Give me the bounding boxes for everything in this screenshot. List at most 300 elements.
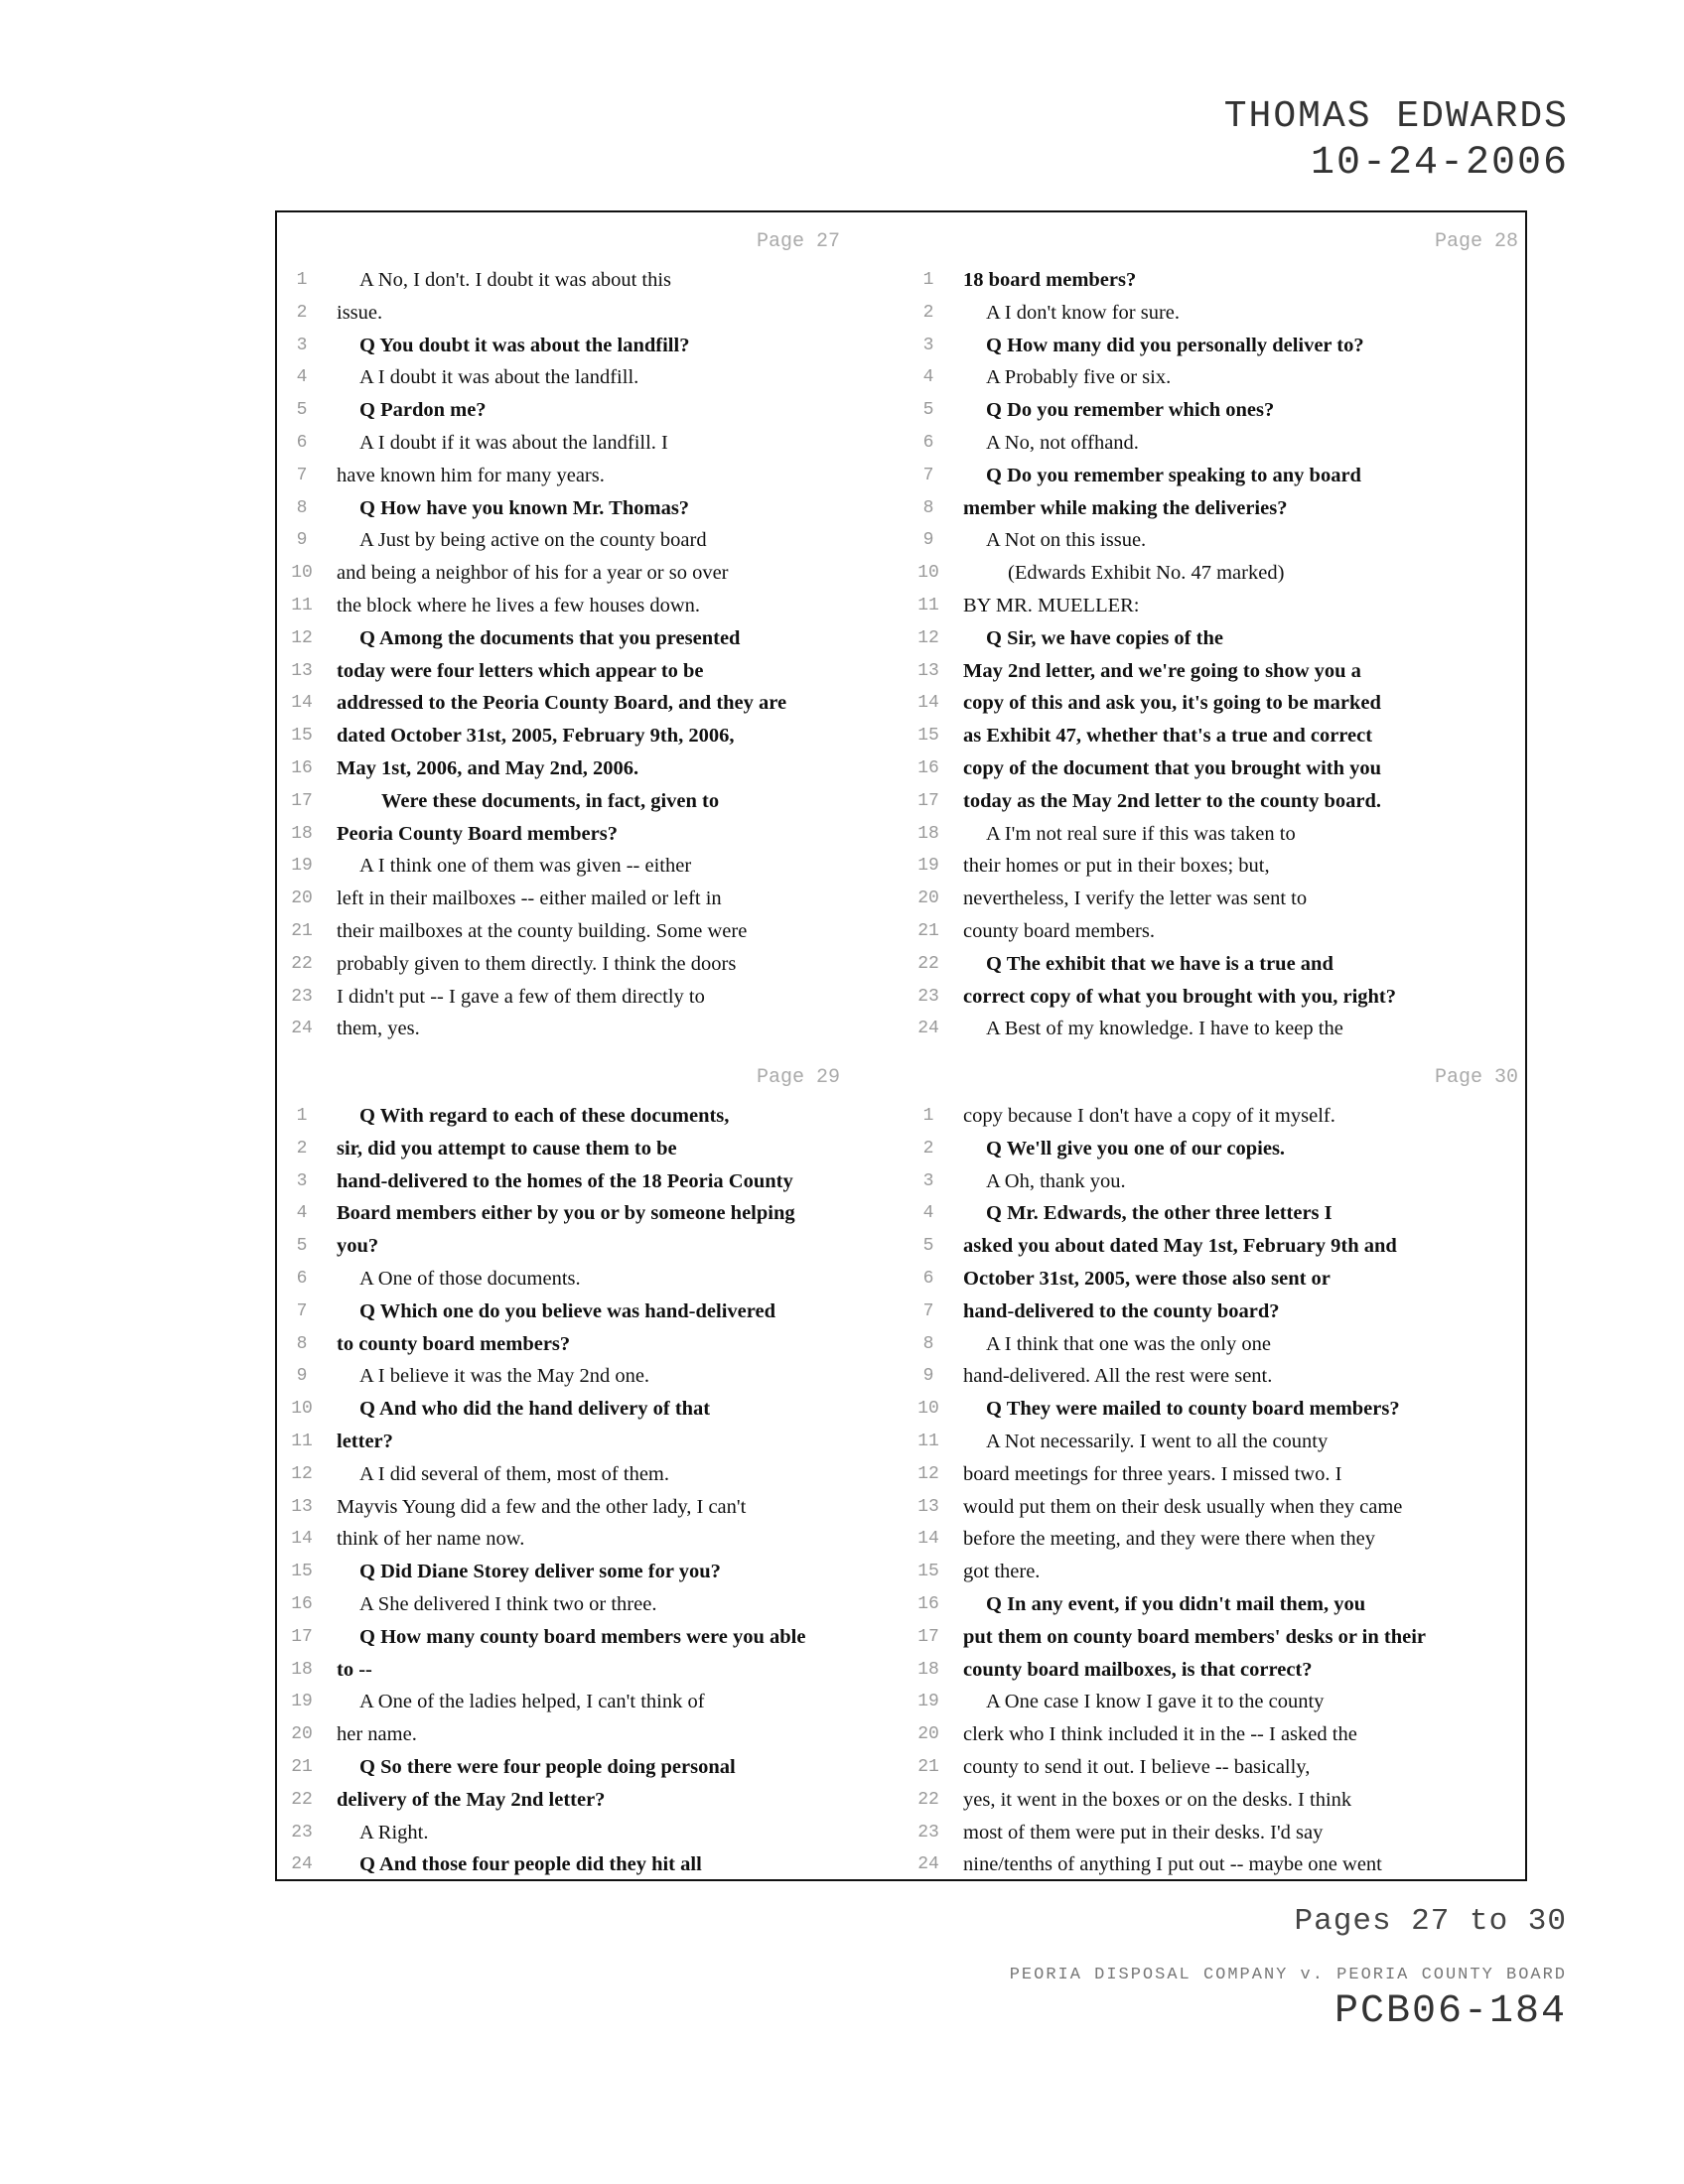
transcript-line — [280, 590, 900, 622]
transcript-line — [280, 1686, 900, 1718]
line-text: Q How many county board members were you able — [359, 1625, 806, 1648]
transcript-line — [280, 1848, 900, 1881]
line-number: 8 — [296, 1333, 308, 1354]
line-text: Q How many did you personally deliver to? — [986, 334, 1364, 356]
transcript-line — [280, 1100, 900, 1133]
line-number: 23 — [917, 1822, 939, 1843]
line-number: 15 — [917, 726, 939, 747]
line-number: 14 — [291, 693, 313, 714]
line-text: A Not necessarily. I went to all the county — [986, 1430, 1329, 1452]
line-number: 21 — [917, 1756, 939, 1777]
line-text: asked you about dated May 1st, February 9th and — [963, 1235, 1397, 1258]
line-text: Q Do you remember speaking to any board — [986, 464, 1361, 486]
line-number: 6 — [922, 432, 934, 453]
transcript-line — [280, 460, 900, 492]
line-text: to county board members? — [337, 1332, 571, 1355]
line-number: 13 — [917, 1496, 939, 1517]
transcript-page — [280, 1054, 900, 1878]
transcript-line — [907, 557, 1526, 590]
transcript-line — [907, 720, 1526, 752]
line-number: 7 — [922, 465, 934, 485]
line-text: Q In any event, if you didn't mail them, you — [986, 1592, 1366, 1615]
line-text: A I'm not real sure if this was taken to — [986, 822, 1296, 845]
line-number: 14 — [917, 1529, 939, 1550]
transcript-line — [280, 883, 900, 915]
line-text: (Edwards Exhibit No. 47 marked) — [1008, 562, 1285, 585]
line-number: 10 — [917, 1399, 939, 1420]
transcript-line — [280, 1165, 900, 1198]
transcript-line — [280, 1491, 900, 1524]
transcript-line — [907, 883, 1526, 915]
deposition-date: 10-24-2006 — [1310, 141, 1569, 186]
line-text: May 2nd letter, and we're going to show you a — [963, 659, 1361, 682]
line-text: and being a neighbor of his for a year or so over — [337, 562, 729, 585]
line-number: 13 — [291, 660, 313, 681]
transcript-line — [280, 622, 900, 655]
line-number: 21 — [917, 920, 939, 941]
line-text: today were four letters which appear to be — [337, 659, 704, 682]
line-number: 15 — [291, 1562, 313, 1582]
transcript-line — [907, 1360, 1526, 1393]
transcript-line — [907, 687, 1526, 720]
line-text: have known him for many years. — [337, 464, 605, 486]
line-text: A I doubt it was about the landfill. — [359, 366, 639, 389]
transcript-line — [907, 1263, 1526, 1296]
line-number: 9 — [296, 530, 308, 551]
line-number: 16 — [291, 1593, 313, 1614]
transcript-line — [280, 850, 900, 883]
line-text: A I think one of them was given -- either — [359, 855, 692, 878]
line-text: hand-delivered. All the rest were sent. — [963, 1365, 1273, 1388]
transcript-line — [280, 720, 900, 752]
line-text: correct copy of what you brought with you, right? — [963, 985, 1396, 1008]
line-number: 17 — [917, 790, 939, 811]
line-text: their homes or put in their boxes; but, — [963, 855, 1270, 878]
transcript-line — [907, 1784, 1526, 1817]
line-number: 14 — [291, 1529, 313, 1550]
transcript-line — [907, 948, 1526, 981]
transcript-line — [280, 785, 900, 818]
line-text: got there. — [963, 1561, 1041, 1583]
case-number: PCB06-184 — [1333, 1989, 1567, 2034]
line-text: clerk who I think included it in the -- I asked the — [963, 1723, 1357, 1746]
line-number: 3 — [296, 335, 308, 355]
line-text: Q Do you remember which ones? — [986, 399, 1275, 422]
page-range: Pages 27 to 30 — [1294, 1904, 1567, 1939]
transcript-line — [907, 1848, 1526, 1881]
line-text: county to send it out. I believe -- basically, — [963, 1755, 1311, 1778]
transcript-line — [907, 1165, 1526, 1198]
line-text: them, yes. — [337, 1018, 420, 1040]
transcript-line — [907, 427, 1526, 460]
line-text: A Oh, thank you. — [986, 1169, 1126, 1192]
line-number: 16 — [917, 1593, 939, 1614]
line-text: sir, did you attempt to cause them to be — [337, 1137, 677, 1160]
transcript-line — [280, 1296, 900, 1328]
line-number: 11 — [917, 595, 939, 615]
transcript-line — [280, 1426, 900, 1458]
line-number: 24 — [917, 1854, 939, 1875]
line-text: A No, I don't. I doubt it was about this — [359, 269, 672, 291]
transcript-line — [280, 915, 900, 948]
line-number: 8 — [296, 497, 308, 518]
line-number: 20 — [917, 1724, 939, 1745]
transcript-line — [280, 1133, 900, 1165]
line-number: 19 — [291, 856, 313, 877]
line-text: Were these documents, in fact, given to — [381, 789, 720, 812]
transcript-line — [907, 460, 1526, 492]
transcript-line — [280, 1751, 900, 1784]
line-text: yes, it went in the boxes or on the desks. I think — [963, 1788, 1352, 1811]
page-lines — [280, 1100, 900, 1881]
line-text: Q Did Diane Storey deliver some for you? — [359, 1561, 721, 1583]
line-number: 4 — [922, 367, 934, 388]
line-number: 16 — [291, 757, 313, 778]
line-text: Q And those four people did they hit all — [359, 1853, 702, 1876]
line-number: 23 — [291, 986, 313, 1007]
line-text: nine/tenths of anything I put out -- maybe one went — [963, 1853, 1382, 1876]
line-text: hand-delivered to the homes of the 18 Peoria County — [337, 1169, 793, 1192]
line-text: A Just by being active on the county board — [359, 529, 707, 552]
transcript-line — [280, 1588, 900, 1621]
transcript-line — [907, 1556, 1526, 1588]
line-number: 8 — [922, 497, 934, 518]
line-text: before the meeting, and they were there when they — [963, 1528, 1375, 1551]
line-text: you? — [337, 1235, 379, 1258]
line-number: 10 — [917, 563, 939, 584]
line-text: Q How have you known Mr. Thomas? — [359, 496, 690, 519]
transcript-line — [280, 1393, 900, 1426]
transcript-page — [280, 218, 900, 1042]
line-number: 14 — [917, 693, 939, 714]
transcript-line — [280, 1654, 900, 1687]
line-text: BY MR. MUELLER: — [963, 594, 1140, 616]
line-number: 7 — [296, 1300, 308, 1321]
transcript-line — [907, 1013, 1526, 1045]
line-number: 22 — [917, 1789, 939, 1810]
line-text: to -- — [337, 1658, 372, 1681]
transcript-line — [907, 1686, 1526, 1718]
line-number: 12 — [291, 1463, 313, 1484]
line-number: 1 — [922, 270, 934, 290]
line-number: 17 — [917, 1626, 939, 1647]
line-number: 15 — [917, 1562, 939, 1582]
line-number: 19 — [917, 1692, 939, 1712]
transcript-line — [907, 1491, 1526, 1524]
case-caption: PEORIA DISPOSAL COMPANY v. PEORIA COUNTY BOARD — [1009, 1966, 1567, 1984]
line-text: A One of those documents. — [359, 1267, 581, 1290]
transcript-line — [280, 948, 900, 981]
line-number: 18 — [291, 1659, 313, 1680]
line-number: 2 — [296, 1138, 308, 1159]
transcript-line — [280, 752, 900, 785]
line-text: Q Which one do you believe was hand-delivered — [359, 1299, 775, 1322]
line-text: Q The exhibit that we have is a true and — [986, 952, 1333, 975]
line-text: A Probably five or six. — [986, 366, 1172, 389]
witness-name: THOMAS EDWARDS — [1223, 95, 1569, 138]
line-text: A She delivered I think two or three. — [359, 1592, 657, 1615]
line-number: 19 — [291, 1692, 313, 1712]
transcript-line — [280, 297, 900, 330]
line-number: 12 — [917, 1463, 939, 1484]
line-number: 10 — [291, 563, 313, 584]
transcript-line — [280, 524, 900, 557]
transcript-line — [280, 981, 900, 1014]
line-number: 24 — [291, 1854, 313, 1875]
page-lines — [907, 1100, 1526, 1881]
line-number: 17 — [291, 790, 313, 811]
line-number: 17 — [291, 1626, 313, 1647]
line-text: copy of this and ask you, it's going to be marked — [963, 692, 1381, 715]
line-number: 8 — [922, 1333, 934, 1354]
line-text: A I think that one was the only one — [986, 1332, 1271, 1355]
line-text: hand-delivered to the county board? — [963, 1299, 1280, 1322]
line-text: Q Sir, we have copies of the — [986, 626, 1223, 649]
transcript-line — [907, 1621, 1526, 1654]
line-text: A One of the ladies helped, I can't think of — [359, 1691, 705, 1713]
transcript-line — [907, 1588, 1526, 1621]
transcript-line — [280, 492, 900, 525]
line-text: delivery of the May 2nd letter? — [337, 1788, 606, 1811]
transcript-line — [907, 1458, 1526, 1491]
line-text: put them on county board members' desks or in their — [963, 1625, 1427, 1648]
transcript-line — [907, 264, 1526, 297]
line-text: Q Mr. Edwards, the other three letters I — [986, 1202, 1333, 1225]
line-text: probably given to them directly. I think the doors — [337, 952, 737, 975]
transcript-line — [907, 981, 1526, 1014]
transcript-line — [907, 850, 1526, 883]
line-number: 5 — [922, 1236, 934, 1257]
transcript-line — [280, 1556, 900, 1588]
line-text: A One case I know I gave it to the county — [986, 1691, 1325, 1713]
line-number: 10 — [291, 1399, 313, 1420]
line-number: 22 — [291, 953, 313, 974]
transcript-line — [907, 622, 1526, 655]
transcript-line — [907, 1718, 1526, 1751]
line-number: 4 — [296, 1203, 308, 1224]
line-text: Q Among the documents that you presented — [359, 626, 741, 649]
line-text: A I doubt if it was about the landfill. I — [359, 431, 668, 454]
line-text: I didn't put -- I gave a few of them directly to — [337, 985, 705, 1008]
line-number: 6 — [922, 1268, 934, 1289]
line-text: dated October 31st, 2005, February 9th, 2006, — [337, 725, 735, 748]
transcript-line — [280, 394, 900, 427]
transcript-line — [907, 590, 1526, 622]
line-text: the block where he lives a few houses down. — [337, 594, 701, 616]
transcript-line — [907, 524, 1526, 557]
transcript-line — [280, 1523, 900, 1556]
line-text: county board members. — [963, 919, 1155, 942]
transcript-line — [280, 361, 900, 394]
line-text: 18 board members? — [963, 269, 1137, 291]
line-text: letter? — [337, 1430, 393, 1452]
transcript-line — [280, 557, 900, 590]
transcript-line — [280, 687, 900, 720]
transcript-line — [907, 1230, 1526, 1263]
transcript-line — [907, 655, 1526, 688]
transcript-line — [280, 818, 900, 851]
line-text: copy of the document that you brought with you — [963, 756, 1382, 779]
page-title: Page 28 — [1434, 229, 1518, 253]
line-text: A I don't know for sure. — [986, 301, 1181, 324]
line-number: 7 — [922, 1300, 934, 1321]
transcript-line — [280, 264, 900, 297]
transcript-line — [907, 1197, 1526, 1230]
transcript-line — [907, 1100, 1526, 1133]
page-title: Page 27 — [757, 229, 841, 253]
line-text: Q And who did the hand delivery of that — [359, 1398, 711, 1421]
line-text: A I did several of them, most of them. — [359, 1462, 669, 1485]
line-text: Q With regard to each of these documents, — [359, 1105, 730, 1127]
transcript-line — [907, 361, 1526, 394]
line-text: member while making the deliveries? — [963, 496, 1288, 519]
line-number: 18 — [917, 823, 939, 844]
transcript-line — [280, 1197, 900, 1230]
transcript-line — [907, 1296, 1526, 1328]
line-number: 1 — [296, 1106, 308, 1126]
transcript-line — [907, 915, 1526, 948]
line-number: 13 — [291, 1496, 313, 1517]
line-text: A Right. — [359, 1821, 429, 1843]
line-number: 6 — [296, 432, 308, 453]
line-text: Board members either by you or by someone helping — [337, 1202, 795, 1225]
transcript-page — [907, 218, 1526, 1042]
line-text: today as the May 2nd letter to the county board. — [963, 789, 1381, 812]
line-text: copy because I don't have a copy of it myself. — [963, 1105, 1335, 1127]
transcript-line — [280, 1328, 900, 1361]
transcript-line — [907, 1328, 1526, 1361]
page-lines — [280, 264, 900, 1045]
line-number: 9 — [296, 1366, 308, 1387]
transcript-page — [907, 1054, 1526, 1878]
transcript-line — [907, 297, 1526, 330]
line-text: A Best of my knowledge. I have to keep the — [986, 1018, 1343, 1040]
line-number: 2 — [922, 1138, 934, 1159]
line-number: 24 — [291, 1019, 313, 1039]
line-number: 9 — [922, 530, 934, 551]
line-number: 5 — [296, 400, 308, 421]
line-number: 3 — [922, 1170, 934, 1191]
line-number: 18 — [291, 823, 313, 844]
line-text: Q Pardon me? — [359, 399, 487, 422]
line-number: 24 — [917, 1019, 939, 1039]
line-number: 9 — [922, 1366, 934, 1387]
line-number: 12 — [291, 627, 313, 648]
transcript-line — [907, 1426, 1526, 1458]
transcript-line — [907, 1523, 1526, 1556]
line-text: addressed to the Peoria County Board, and they are — [337, 692, 787, 715]
transcript-line — [907, 1654, 1526, 1687]
line-number: 3 — [922, 335, 934, 355]
line-number: 19 — [917, 856, 939, 877]
transcript-line — [280, 1360, 900, 1393]
line-number: 11 — [917, 1431, 939, 1451]
line-text: their mailboxes at the county building. Some were — [337, 919, 748, 942]
page-title: Page 30 — [1434, 1065, 1518, 1089]
line-text: would put them on their desk usually when they came — [963, 1495, 1403, 1518]
line-number: 1 — [296, 270, 308, 290]
line-text: Q So there were four people doing personal — [359, 1755, 736, 1778]
transcript-line — [907, 394, 1526, 427]
line-number: 11 — [291, 1431, 313, 1451]
transcript-line — [907, 785, 1526, 818]
line-text: most of them were put in their desks. I'd say — [963, 1821, 1324, 1843]
transcript-line — [907, 330, 1526, 362]
line-number: 15 — [291, 726, 313, 747]
line-text: A I believe it was the May 2nd one. — [359, 1365, 650, 1388]
line-number: 20 — [917, 888, 939, 909]
transcript-line — [280, 1817, 900, 1849]
transcript-line — [907, 752, 1526, 785]
line-number: 22 — [917, 953, 939, 974]
transcript-line — [280, 1458, 900, 1491]
transcript-frame — [275, 210, 1527, 1881]
line-text: county board mailboxes, is that correct? — [963, 1658, 1313, 1681]
line-text: nevertheless, I verify the letter was sent to — [963, 887, 1308, 910]
line-text: her name. — [337, 1723, 417, 1746]
line-text: as Exhibit 47, whether that's a true and correct — [963, 725, 1373, 748]
line-text: Q They were mailed to county board members? — [986, 1398, 1400, 1421]
transcript-line — [280, 1718, 900, 1751]
transcript-line — [907, 818, 1526, 851]
transcript-line — [280, 330, 900, 362]
line-text: A No, not offhand. — [986, 431, 1139, 454]
transcript-line — [907, 1133, 1526, 1165]
line-number: 2 — [922, 302, 934, 323]
transcript-line — [280, 1013, 900, 1045]
line-number: 23 — [917, 986, 939, 1007]
line-number: 5 — [296, 1236, 308, 1257]
line-number: 7 — [296, 465, 308, 485]
line-number: 5 — [922, 400, 934, 421]
transcript-line — [280, 1230, 900, 1263]
line-number: 11 — [291, 595, 313, 615]
line-number: 20 — [291, 1724, 313, 1745]
line-number: 18 — [917, 1659, 939, 1680]
line-number: 12 — [917, 627, 939, 648]
line-number: 13 — [917, 660, 939, 681]
line-number: 6 — [296, 1268, 308, 1289]
transcript-line — [907, 1817, 1526, 1849]
line-number: 22 — [291, 1789, 313, 1810]
line-text: Q We'll give you one of our copies. — [986, 1137, 1286, 1160]
line-number: 20 — [291, 888, 313, 909]
line-text: think of her name now. — [337, 1528, 525, 1551]
line-number: 2 — [296, 302, 308, 323]
line-text: May 1st, 2006, and May 2nd, 2006. — [337, 756, 639, 779]
line-number: 1 — [922, 1106, 934, 1126]
line-number: 21 — [291, 920, 313, 941]
transcript-line — [280, 1621, 900, 1654]
line-text: Mayvis Young did a few and the other lady, I can't — [337, 1495, 747, 1518]
page-lines — [907, 264, 1526, 1045]
transcript-line — [280, 1784, 900, 1817]
line-text: A Not on this issue. — [986, 529, 1147, 552]
line-number: 3 — [296, 1170, 308, 1191]
line-number: 21 — [291, 1756, 313, 1777]
line-number: 23 — [291, 1822, 313, 1843]
transcript-line — [907, 492, 1526, 525]
transcript-line — [907, 1751, 1526, 1784]
line-text: Peoria County Board members? — [337, 822, 618, 845]
transcript-line — [280, 427, 900, 460]
line-text: board meetings for three years. I missed two. I — [963, 1462, 1342, 1485]
page-title: Page 29 — [757, 1065, 841, 1089]
line-number: 16 — [917, 757, 939, 778]
line-text: left in their mailboxes -- either mailed or left in — [337, 887, 722, 910]
line-text: October 31st, 2005, were those also sent or — [963, 1267, 1331, 1290]
line-text: issue. — [337, 301, 383, 324]
